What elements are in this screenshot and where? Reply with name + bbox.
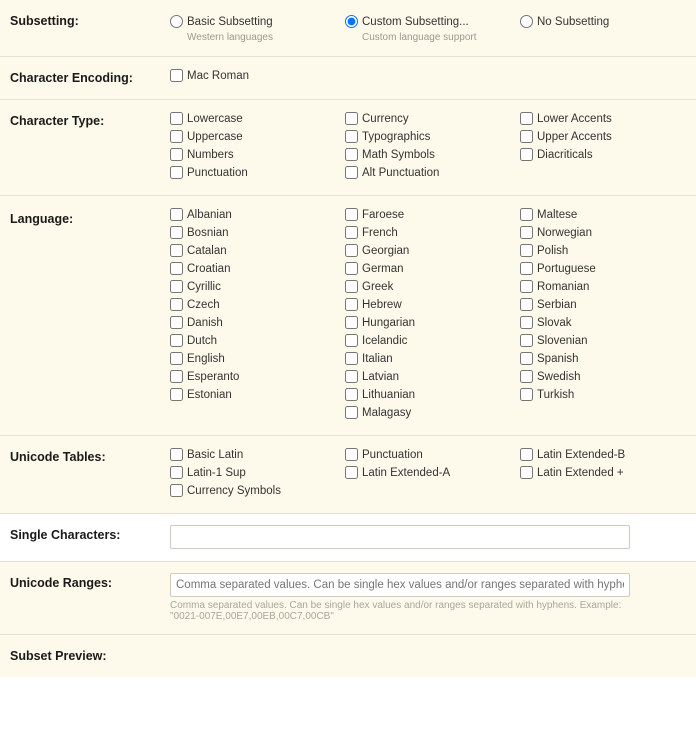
checkbox-row-english[interactable] xyxy=(170,351,345,366)
checkbox-row-latin-1-sup[interactable] xyxy=(170,465,345,480)
label-romanian: Romanian xyxy=(537,281,590,293)
checkbox-french[interactable] xyxy=(345,226,358,239)
label-custom-subsetting: Custom Subsetting... xyxy=(362,16,469,28)
label-turkish: Turkish xyxy=(537,389,575,401)
checkbox-latin-extended-a[interactable] xyxy=(345,466,358,479)
subsetting-option-none[interactable] xyxy=(520,14,695,32)
label-latvian: Latvian xyxy=(362,371,400,383)
row-unicode-ranges xyxy=(0,562,696,635)
checkbox-portuguese[interactable] xyxy=(520,262,533,275)
body-unicode-ranges xyxy=(170,562,696,634)
checkbox-hebrew[interactable] xyxy=(345,298,358,311)
checkbox-row-upper-accents[interactable] xyxy=(520,129,695,144)
checkbox-lower-accents[interactable] xyxy=(520,112,533,125)
label-catalan: Catalan xyxy=(187,245,227,257)
checkbox-slovenian[interactable] xyxy=(520,334,533,347)
checkbox-row-danish[interactable] xyxy=(170,315,345,330)
radio-custom-subsetting[interactable] xyxy=(345,15,358,28)
checkbox-romanian[interactable] xyxy=(520,280,533,293)
checkbox-row-uppercase[interactable] xyxy=(170,129,345,144)
body-unicode-tables xyxy=(170,436,696,513)
checkbox-row-albanian[interactable] xyxy=(170,207,345,222)
checkbox-row-bosnian[interactable] xyxy=(170,225,345,240)
checkbox-row-latvian[interactable] xyxy=(345,369,520,384)
label-math-symbols: Math Symbols xyxy=(362,149,435,161)
label-danish: Danish xyxy=(187,317,223,329)
checkbox-row-slovenian[interactable] xyxy=(520,333,695,348)
checkbox-esperanto[interactable] xyxy=(170,370,183,383)
row-subset-preview xyxy=(0,635,696,677)
label-esperanto: Esperanto xyxy=(187,371,240,383)
row-single-characters xyxy=(0,514,696,562)
label-icelandic: Icelandic xyxy=(362,335,408,347)
label-typographics: Typographics xyxy=(362,131,431,143)
body-language xyxy=(170,196,696,435)
checkbox-greek[interactable] xyxy=(345,280,358,293)
label-french: French xyxy=(362,227,398,239)
checkbox-english[interactable] xyxy=(170,352,183,365)
checkbox-row-italian[interactable] xyxy=(345,351,520,366)
checkbox-row-swedish[interactable] xyxy=(520,369,695,384)
checkbox-row-malagasy[interactable] xyxy=(345,405,520,420)
label-lithuanian: Lithuanian xyxy=(362,389,416,401)
checkbox-math-symbols[interactable] xyxy=(345,148,358,161)
checkbox-typographics[interactable] xyxy=(345,130,358,143)
label-single-characters: Single Characters: xyxy=(10,528,121,542)
checkbox-punctuation[interactable] xyxy=(170,166,183,179)
label-dutch: Dutch xyxy=(187,335,218,347)
label-slovenian: Slovenian xyxy=(537,335,588,347)
label-lower-accents: Lower Accents xyxy=(537,113,612,125)
label-lowercase: Lowercase xyxy=(187,113,243,125)
character-type-column-1 xyxy=(170,111,345,183)
label-slovak: Slovak xyxy=(537,317,572,329)
checkbox-latin-extended-b[interactable] xyxy=(520,448,533,461)
checkbox-row-spanish[interactable] xyxy=(520,351,695,366)
unicode-tables-column-1 xyxy=(170,447,345,501)
checkbox-row-lower-accents[interactable] xyxy=(520,111,695,126)
checkbox-lowercase[interactable] xyxy=(170,112,183,125)
checkbox-hungarian[interactable] xyxy=(345,316,358,329)
label-hungarian: Hungarian xyxy=(362,317,416,329)
label-german: German xyxy=(362,263,404,275)
checkbox-row-maltese[interactable] xyxy=(520,207,695,222)
checkbox-bosnian[interactable] xyxy=(170,226,183,239)
checkbox-faroese[interactable] xyxy=(345,208,358,221)
checkbox-row-diacriticals[interactable] xyxy=(520,147,695,162)
character-encoding-column-1 xyxy=(170,68,345,86)
checkbox-row-basic-latin[interactable] xyxy=(170,447,345,462)
checkbox-row-latin-extended-a[interactable] xyxy=(345,465,520,480)
checkbox-icelandic[interactable] xyxy=(345,334,358,347)
checkbox-albanian[interactable] xyxy=(170,208,183,221)
checkbox-swedish[interactable] xyxy=(520,370,533,383)
checkbox-punctuation-table[interactable] xyxy=(345,448,358,461)
checkbox-row-croatian[interactable] xyxy=(170,261,345,276)
unicode-tables-column-2 xyxy=(345,447,520,483)
hint-basic-subsetting: Western languages xyxy=(187,32,273,43)
checkbox-estonian[interactable] xyxy=(170,388,183,401)
checkbox-catalan[interactable] xyxy=(170,244,183,257)
label-currency: Currency xyxy=(362,113,409,125)
checkbox-latvian[interactable] xyxy=(345,370,358,383)
label-character-type: Character Type: xyxy=(10,114,105,128)
character-type-column-3 xyxy=(520,111,695,165)
checkbox-row-dutch[interactable] xyxy=(170,333,345,348)
label-basic-latin: Basic Latin xyxy=(187,449,244,461)
label-faroese: Faroese xyxy=(362,209,405,221)
body-character-type xyxy=(170,100,696,195)
checkbox-row-polish[interactable] xyxy=(520,243,695,258)
checkbox-row-georgian[interactable] xyxy=(345,243,520,258)
checkbox-lithuanian[interactable] xyxy=(345,388,358,401)
checkbox-spanish[interactable] xyxy=(520,352,533,365)
checkbox-row-esperanto[interactable] xyxy=(170,369,345,384)
label-georgian: Georgian xyxy=(362,245,410,257)
label-italian: Italian xyxy=(362,353,393,365)
checkbox-row-estonian[interactable] xyxy=(170,387,345,402)
checkbox-row-punctuation[interactable] xyxy=(170,165,345,180)
checkbox-turkish[interactable] xyxy=(520,388,533,401)
label-latin-1-sup: Latin-1 Sup xyxy=(187,467,246,479)
language-column-2 xyxy=(345,207,520,423)
checkbox-row-icelandic[interactable] xyxy=(345,333,520,348)
label-norwegian: Norwegian xyxy=(537,227,592,239)
label-latin-extended-a: Latin Extended-A xyxy=(362,467,451,479)
checkbox-row-turkish[interactable] xyxy=(520,387,695,402)
checkbox-row-serbian[interactable] xyxy=(520,297,695,312)
body-subset-preview xyxy=(170,635,696,658)
body-subsetting xyxy=(170,0,696,56)
checkbox-maltese[interactable] xyxy=(520,208,533,221)
checkbox-slovak[interactable] xyxy=(520,316,533,329)
checkbox-row-hungarian[interactable] xyxy=(345,315,520,330)
label-subset-preview: Subset Preview: xyxy=(10,649,107,663)
label-no-subsetting: No Subsetting xyxy=(537,16,610,28)
checkbox-serbian[interactable] xyxy=(520,298,533,311)
label-unicode-tables: Unicode Tables: xyxy=(10,450,106,464)
checkbox-mac-roman[interactable] xyxy=(170,69,183,82)
label-basic-subsetting: Basic Subsetting xyxy=(187,16,273,28)
checkbox-row-catalan[interactable] xyxy=(170,243,345,258)
label-maltese: Maltese xyxy=(537,209,578,221)
language-column-3 xyxy=(520,207,695,405)
label-czech: Czech xyxy=(187,299,220,311)
label-uppercase: Uppercase xyxy=(187,131,243,143)
label-croatian: Croatian xyxy=(187,263,231,275)
row-language xyxy=(0,196,696,436)
checkbox-currency-symbols[interactable] xyxy=(170,484,183,497)
row-character-type xyxy=(0,100,696,196)
label-spanish: Spanish xyxy=(537,353,579,365)
checkbox-dutch[interactable] xyxy=(170,334,183,347)
checkbox-row-lowercase[interactable] xyxy=(170,111,345,126)
subsetting-option-basic[interactable] xyxy=(170,14,345,44)
language-column-1 xyxy=(170,207,345,405)
unicode-tables-column-3 xyxy=(520,447,695,483)
body-single-characters xyxy=(170,514,696,561)
label-alt-punctuation: Alt Punctuation xyxy=(362,167,440,179)
checkbox-row-latin-extended-plus[interactable] xyxy=(520,465,695,480)
label-character-encoding: Character Encoding: xyxy=(10,71,133,85)
label-albanian: Albanian xyxy=(187,209,232,221)
checkbox-row-typographics[interactable] xyxy=(345,129,520,144)
checkbox-numbers[interactable] xyxy=(170,148,183,161)
character-type-column-2 xyxy=(345,111,520,183)
checkbox-row-latin-extended-b[interactable] xyxy=(520,447,695,462)
checkbox-row-mac-roman[interactable] xyxy=(170,68,345,83)
checkbox-row-greek[interactable] xyxy=(345,279,520,294)
label-unicode-ranges: Unicode Ranges: xyxy=(10,576,113,590)
checkbox-row-lithuanian[interactable] xyxy=(345,387,520,402)
checkbox-diacriticals[interactable] xyxy=(520,148,533,161)
checkbox-basic-latin[interactable] xyxy=(170,448,183,461)
row-unicode-tables xyxy=(0,436,696,514)
checkbox-upper-accents[interactable] xyxy=(520,130,533,143)
body-character-encoding xyxy=(170,57,696,98)
checkbox-croatian[interactable] xyxy=(170,262,183,275)
row-subsetting xyxy=(0,0,696,57)
radio-no-subsetting[interactable] xyxy=(520,15,533,28)
label-bosnian: Bosnian xyxy=(187,227,229,239)
label-diacriticals: Diacriticals xyxy=(537,149,593,161)
checkbox-row-slovak[interactable] xyxy=(520,315,695,330)
checkbox-row-norwegian[interactable] xyxy=(520,225,695,240)
checkbox-cyrillic[interactable] xyxy=(170,280,183,293)
label-subsetting: Subsetting: xyxy=(10,14,79,28)
checkbox-row-french[interactable] xyxy=(345,225,520,240)
checkbox-uppercase[interactable] xyxy=(170,130,183,143)
subsetting-option-custom[interactable] xyxy=(345,14,520,44)
radio-basic-subsetting[interactable] xyxy=(170,15,183,28)
label-hebrew: Hebrew xyxy=(362,299,402,311)
label-malagasy: Malagasy xyxy=(362,407,412,419)
checkbox-italian[interactable] xyxy=(345,352,358,365)
label-cyrillic: Cyrillic xyxy=(187,281,221,293)
row-character-encoding xyxy=(0,57,696,100)
checkbox-latin-1-sup[interactable] xyxy=(170,466,183,479)
label-english: English xyxy=(187,353,225,365)
checkbox-latin-extended-plus[interactable] xyxy=(520,466,533,479)
checkbox-danish[interactable] xyxy=(170,316,183,329)
label-upper-accents: Upper Accents xyxy=(537,131,612,143)
checkbox-row-cyrillic[interactable] xyxy=(170,279,345,294)
label-serbian: Serbian xyxy=(537,299,577,311)
label-latin-extended-b: Latin Extended-B xyxy=(537,449,626,461)
checkbox-row-faroese[interactable] xyxy=(345,207,520,222)
label-estonian: Estonian xyxy=(187,389,232,401)
unicode-ranges-input[interactable] xyxy=(170,573,630,597)
label-latin-extended-plus: Latin Extended + xyxy=(537,467,624,479)
label-mac-roman: Mac Roman xyxy=(187,70,249,82)
unicode-ranges-hint: Comma separated values. Can be single hex values and/or ranges separated with hyphens. Example: "0021-007E,00E7,00EB,00C7,00CB" xyxy=(170,600,622,622)
label-punctuation-table: Punctuation xyxy=(362,449,423,461)
label-swedish: Swedish xyxy=(537,371,581,383)
hint-custom-subsetting: Custom language support xyxy=(362,32,477,43)
checkbox-row-math-symbols[interactable] xyxy=(345,147,520,162)
label-portuguese: Portuguese xyxy=(537,263,596,275)
label-punctuation: Punctuation xyxy=(187,167,248,179)
checkbox-polish[interactable] xyxy=(520,244,533,257)
checkbox-currency[interactable] xyxy=(345,112,358,125)
checkbox-row-alt-punctuation[interactable] xyxy=(345,165,520,180)
label-polish: Polish xyxy=(537,245,569,257)
label-numbers: Numbers xyxy=(187,149,234,161)
checkbox-malagasy[interactable] xyxy=(345,406,358,419)
checkbox-row-portuguese[interactable] xyxy=(520,261,695,276)
checkbox-row-punctuation-table[interactable] xyxy=(345,447,520,462)
checkbox-georgian[interactable] xyxy=(345,244,358,257)
checkbox-german[interactable] xyxy=(345,262,358,275)
checkbox-row-czech[interactable] xyxy=(170,297,345,312)
checkbox-row-german[interactable] xyxy=(345,261,520,276)
checkbox-row-hebrew[interactable] xyxy=(345,297,520,312)
label-currency-symbols: Currency Symbols xyxy=(187,485,281,497)
label-greek: Greek xyxy=(362,281,394,293)
checkbox-czech[interactable] xyxy=(170,298,183,311)
checkbox-norwegian[interactable] xyxy=(520,226,533,239)
checkbox-row-currency[interactable] xyxy=(345,111,520,126)
single-characters-input[interactable] xyxy=(170,525,630,549)
checkbox-row-numbers[interactable] xyxy=(170,147,345,162)
label-language: Language: xyxy=(10,212,74,226)
checkbox-alt-punctuation[interactable] xyxy=(345,166,358,179)
checkbox-row-romanian[interactable] xyxy=(520,279,695,294)
checkbox-row-currency-symbols[interactable] xyxy=(170,483,345,498)
